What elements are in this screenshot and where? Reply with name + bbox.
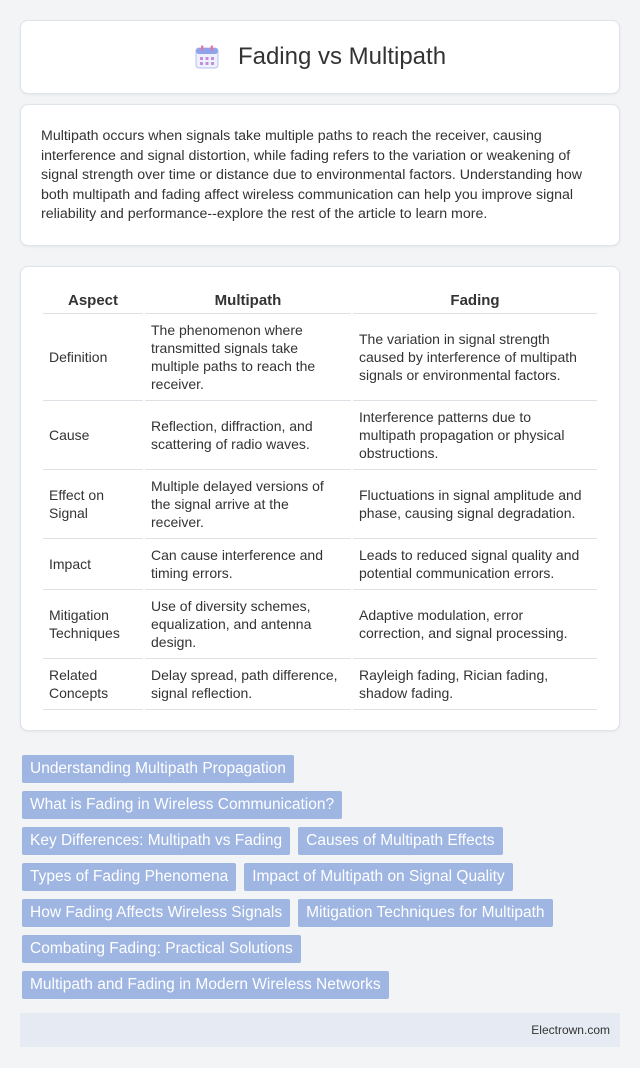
cell-multipath: Use of diversity schemes, equalization, and antenna design. <box>145 590 351 659</box>
related-links <box>20 755 620 999</box>
comparison-table <box>41 287 599 710</box>
cell-fading: The variation in signal strength caused by interference of multipath signals or environmental factors. <box>353 314 597 401</box>
related-link-multipath-propagation[interactable]: Understanding Multipath Propagation <box>22 755 294 783</box>
column-header-multipath: Multipath <box>145 287 351 314</box>
footer <box>20 1013 620 1047</box>
intro-paragraph: Multipath occurs when signals take multiple paths to reach the receiver, causing interference and signal distortion, while fading refers to the variation or weakening of signal strength over time or distance due to environmental factors. Understanding how both multipath and fading affect wireless communication can help you improve signal reliability and performance--explore the rest of the article to learn more. <box>20 104 620 246</box>
cell-multipath: Multiple delayed versions of the signal arrive at the receiver. <box>145 470 351 539</box>
cell-aspect: Cause <box>43 401 143 470</box>
table-row <box>43 470 597 539</box>
cell-multipath: The phenomenon where transmitted signals take multiple paths to reach the receiver. <box>145 314 351 401</box>
cell-multipath: Can cause interference and timing errors. <box>145 539 351 590</box>
table-row <box>43 401 597 470</box>
related-link-fading-affects[interactable]: How Fading Affects Wireless Signals <box>22 899 290 927</box>
table-row <box>43 539 597 590</box>
cell-aspect: Definition <box>43 314 143 401</box>
table-header-row <box>43 287 597 314</box>
table-row <box>43 659 597 710</box>
table-row <box>43 314 597 401</box>
cell-fading: Leads to reduced signal quality and potential communication errors. <box>353 539 597 590</box>
cell-fading: Interference patterns due to multipath propagation or physical obstructions. <box>353 401 597 470</box>
related-link-combating-fading[interactable]: Combating Fading: Practical Solutions <box>22 935 301 963</box>
column-header-aspect: Aspect <box>43 287 143 314</box>
comparison-table-card <box>20 266 620 731</box>
cell-fading: Adaptive modulation, error correction, and signal processing. <box>353 590 597 659</box>
related-link-mitigation-multipath[interactable]: Mitigation Techniques for Multipath <box>298 899 552 927</box>
column-header-fading: Fading <box>353 287 597 314</box>
related-link-fading-wireless[interactable]: What is Fading in Wireless Communication? <box>22 791 342 819</box>
header-card <box>20 20 620 94</box>
cell-fading: Fluctuations in signal amplitude and phase, causing signal degradation. <box>353 470 597 539</box>
related-link-key-differences[interactable]: Key Differences: Multipath vs Fading <box>22 827 290 855</box>
cell-aspect: Related Concepts <box>43 659 143 710</box>
page-title: Fading vs Multipath <box>237 43 447 70</box>
cell-aspect: Mitigation Techniques <box>43 590 143 659</box>
cell-multipath: Delay spread, path difference, signal reflection. <box>145 659 351 710</box>
related-link-impact-multipath[interactable]: Impact of Multipath on Signal Quality <box>244 863 512 891</box>
related-link-causes-multipath[interactable]: Causes of Multipath Effects <box>298 827 502 855</box>
related-link-modern-networks[interactable]: Multipath and Fading in Modern Wireless Networks <box>22 971 389 999</box>
cell-fading: Rayleigh fading, Rician fading, shadow fading. <box>353 659 597 710</box>
table-row <box>43 590 597 659</box>
footer-brand[interactable]: Electrown.com <box>531 1022 610 1037</box>
cell-aspect: Impact <box>43 539 143 590</box>
related-link-types-fading[interactable]: Types of Fading Phenomena <box>22 863 236 891</box>
calendar-icon <box>194 44 220 70</box>
cell-aspect: Effect on Signal <box>43 470 143 539</box>
cell-multipath: Reflection, diffraction, and scattering of radio waves. <box>145 401 351 470</box>
